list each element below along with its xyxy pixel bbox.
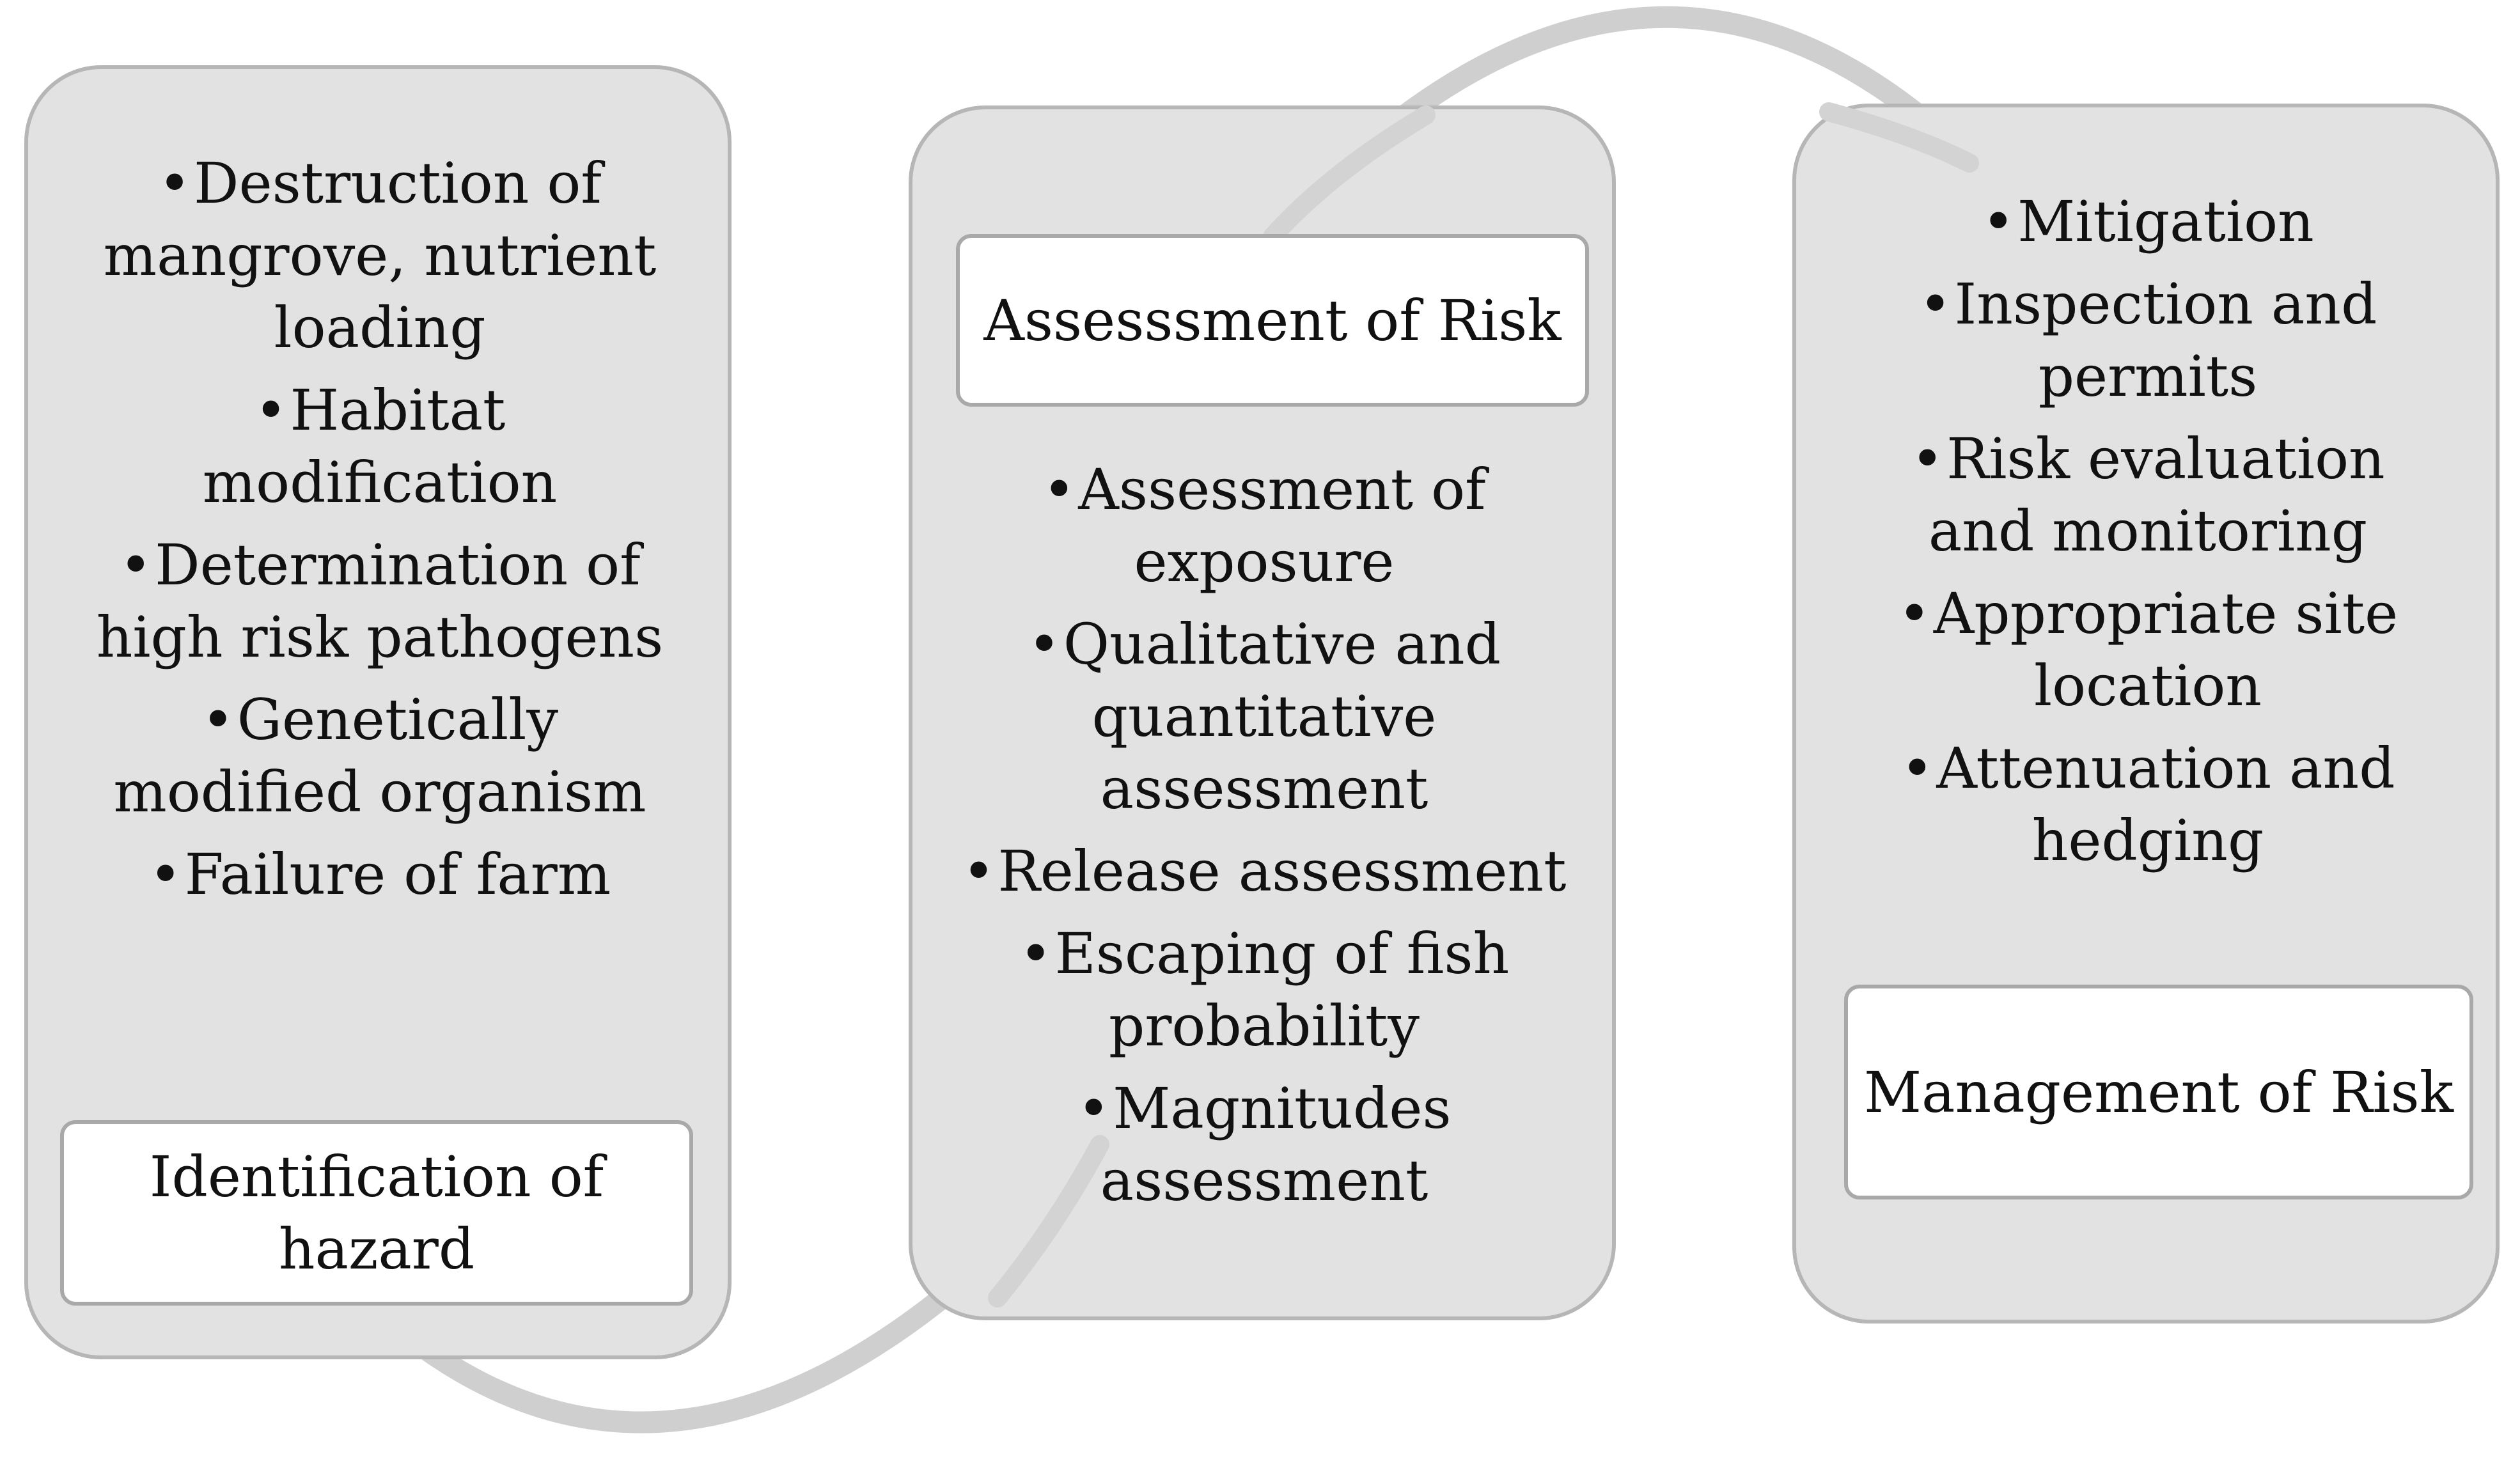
hazard-item: • Determination of high risk pathogens: [79, 529, 680, 673]
management-item: • Appropriate site location: [1867, 577, 2429, 722]
management-item-list: [1867, 185, 2429, 887]
step-label-risk-management: Management of Risk: [1844, 985, 2473, 1199]
management-item: • Attenuation and hedging: [1867, 732, 2429, 877]
assessment-item: • Assessment of exposure: [957, 453, 1571, 598]
step-label-hazard-identification: Identification of hazard: [60, 1120, 693, 1306]
management-item: • Risk evaluation and monitoring: [1867, 423, 2429, 567]
management-item: • Mitigation: [1867, 185, 2429, 258]
assessment-item: • Escaping of fish probability: [957, 918, 1571, 1062]
assessment-item: • Magnitudes assessment: [957, 1072, 1571, 1217]
hazard-item: • Failure of farm: [79, 838, 680, 910]
hazard-item: • Genetically modified organism: [79, 683, 680, 828]
step-label-risk-assessment: Assesssment of Risk: [956, 234, 1589, 407]
assessment-item: • Qualitative and quantitative assessment: [957, 608, 1571, 825]
hazard-item: • Habitat modification: [79, 374, 680, 519]
assessment-item-list: [957, 453, 1571, 1227]
hazard-item-list: [79, 147, 680, 921]
management-item: • Inspection and permits: [1867, 268, 2429, 412]
assessment-item: • Release assessment: [957, 835, 1571, 907]
hazard-item: • Destruction of mangrove, nutrient loading: [79, 147, 680, 364]
